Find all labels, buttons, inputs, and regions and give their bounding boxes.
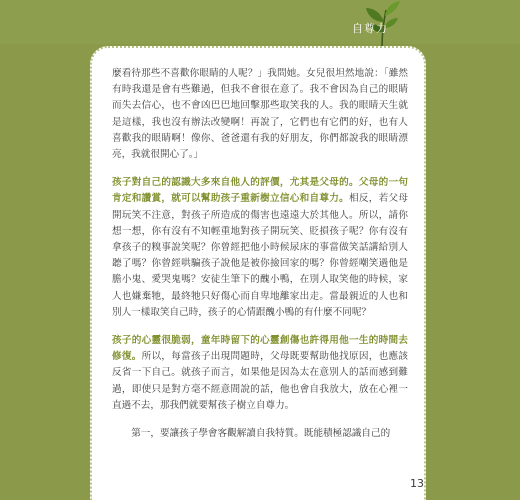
- paragraph-2: [112, 175, 408, 321]
- paragraph-1: [112, 66, 408, 163]
- highlight-text: 孩子的心靈很脆弱，童年時留下的心靈創傷也許得用他一生的時間去修復。: [112, 335, 408, 363]
- highlight-text: 孩子對自己的認識大多來自他人的評價，尤其是父母的。父母的一句肯定和讚賞，就可以幫助孩子重新樹立信心和自尊力。: [112, 177, 408, 205]
- paragraph-text: 所以，每當孩子出現問題時，父母既要幫助他找原因，也應該反省一下自己。就孩子而言，如果他是因為太在意別人的話而感到難過，即使只是對方毫不經意間說的話，他也會自我放大，放在心裡一直過不去，那我們就要幫孩子樹立自尊力。: [112, 351, 409, 411]
- body-text: [112, 66, 408, 454]
- paragraph-3: [112, 333, 408, 414]
- paragraph-text: 相反，若父母開玩笑不注意，對孩子所造成的傷害也遠遠大於其他人。所以，請你想一想，你有沒有不知輕重地對孩子開玩笑、貶損孩子呢？你有沒有拿孩子的糗事說笑呢？你曾經把他小時候尿床的事當做笑話講給別人聽了嗎？你曾經哄騙孩子說他是被你撿回家的嗎？你曾經嘲笑過他是膽小鬼、愛哭鬼嗎？安徒生筆下的醜小鴨，在別人取笑他的時候，家人也嫌棄牠，最終牠只好傷心而自卑地離家出走。當最親近的人也和別人一樣取笑自己時，孩子的心情跟醜小鴨的有什麼不同呢？: [112, 193, 409, 318]
- section-title: 自尊力: [352, 22, 388, 35]
- paragraph-4: [112, 426, 408, 442]
- paragraph-text: 麼看待那些不喜歡你眼睛的人呢？」我問她。女兒很坦然地說：「雖然有時我還是會有些難過，但我不會很在意了。我不會因為自己的眼睛而失去信心，也不會凶巴巴地回擊那些取笑我的人。我的眼睛天生就是這樣，我也沒有辦法改變啊！再說了，它們也有它們的好，也有人喜歡我的眼睛啊！像你、爸爸還有我的好朋友，你們都說我的眼睛漂亮，我就很開心了。」: [112, 68, 408, 161]
- page-number: 13: [410, 477, 424, 490]
- header-band: [0, 0, 520, 44]
- paragraph-text: 第一，要讓孩子學會客觀解讀自我特質。既能積極認識自己的: [131, 428, 391, 440]
